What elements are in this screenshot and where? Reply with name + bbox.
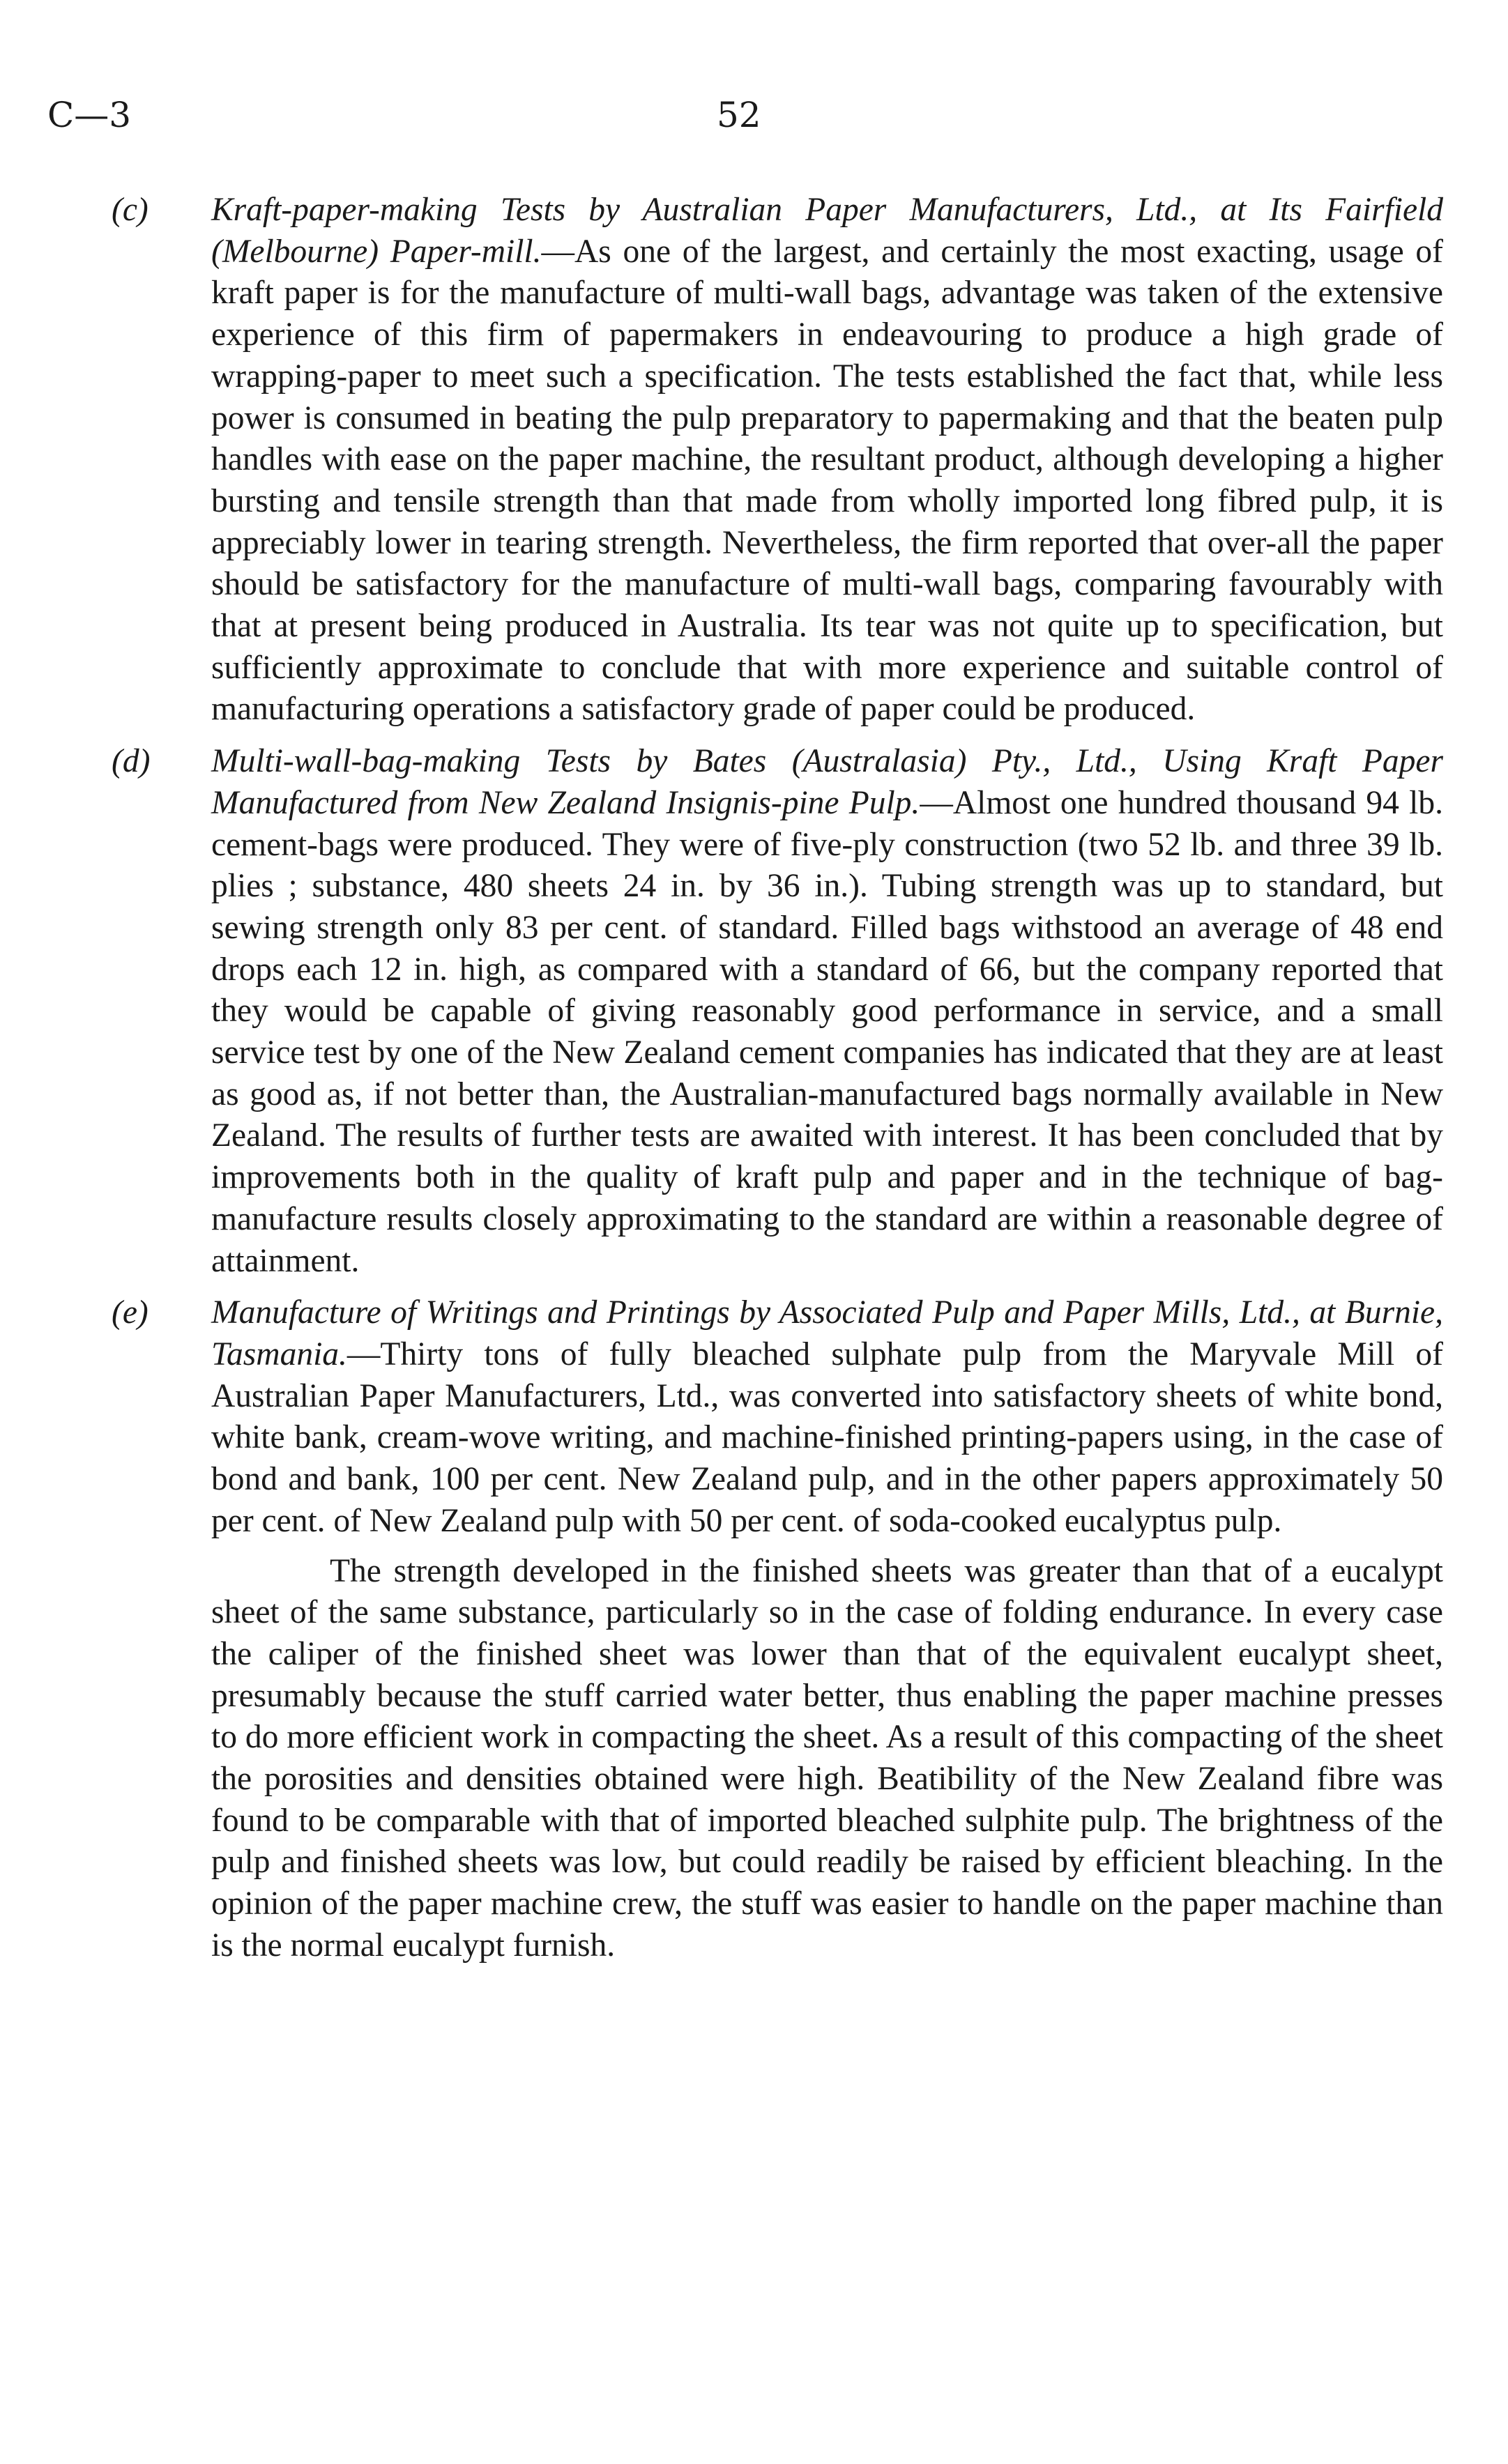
- section-paragraph: [211, 1292, 1443, 1542]
- section-title: Manufacture of Writings and Printings by Associated Pulp and Paper Mills, Ltd., at Burnie, Tasmania.: [211, 1294, 1443, 1372]
- section-label: (c): [112, 192, 148, 228]
- section-title: Kraft-paper-making Tests by Australian Paper Manufacturers, Ltd., at Its Fairfield (Melbourne) Paper-mill.: [211, 192, 1443, 270]
- section-label: (d): [112, 743, 151, 780]
- section-e: [112, 1292, 1443, 1966]
- section-c: [112, 190, 1443, 730]
- document-code: C—3: [47, 95, 132, 135]
- section-d: [112, 741, 1443, 1282]
- section-paragraph: [211, 741, 1443, 1282]
- section-title: Multi-wall-bag-making Tests by Bates (Australasia) Pty., Ltd., Using Kraft Paper Manufactured from New Zealand Insignis-pine Pulp.: [211, 743, 1443, 821]
- page-number: 52: [717, 95, 761, 135]
- page-header: [47, 91, 1463, 139]
- section-paragraph: [211, 190, 1443, 730]
- section-continuation-paragraph: The strength developed in the finished sheets was greater than that of a eucalypt sheet of the same substance, particularly so in the case of folding endurance. In every case the caliper of the finished sheet was lower than that of the equivalent eucalypt sheet, presumably because the stuff carried water better, thus enabling the paper machine presses to do more efficient work in compacting the sheet. As a result of this compacting of the sheet the porosities and densities obtained were high. Beatibility of the New Zealand fibre was found to be comparable with that of imported bleached sulphite pulp. The brightness of the pulp and finished sheets was low, but could readily be raised by efficient bleaching. In the opinion of the paper machine crew, the stuff was easier to handle on the paper machine than is the normal eucalypt furnish.: [211, 1552, 1443, 1964]
- document-body: [112, 190, 1443, 1977]
- section-label: (e): [112, 1294, 148, 1331]
- section-body: —As one of the largest, and certainly the most exacting, usage of kraft paper is for the manufacture of multi-wall bags, advantage was taken of the extensive experience of this firm of papermakers in endeavouring to produce a high grade of wrapping-paper to meet such a specification. The tests established the fact that, while less power is consumed in beating the pulp preparatory to papermaking and that the beaten pulp handles with ease on the paper machine, the resultant product, although developing a higher bursting and tensile strength than that made from wholly imported long fibred pulp, it is appreciably lower in tearing strength. Nevertheless, the firm reported that over-all the paper should be satisfactory for the manufacture of multi-wall bags, comparing favourably with that at present being produced in Australia. Its tear was not quite up to specification, but sufficiently approximate to conclude that with more experience and suitable control of manufacturing operations a satisfactory grade of paper could be produced.: [211, 233, 1443, 728]
- section-body: —Thirty tons of fully bleached sulphate pulp from the Maryvale Mill of Australian Paper Manufacturers, Ltd., was converted into satisfactory sheets of white bond, white bank, cream-wove writing, and machine-finished printing-papers using, in the case of bond and bank, 100 per cent. New Zealand pulp, and in the other papers approximately 50 per cent. of New Zealand pulp with 50 per cent. of soda-cooked eucalyptus pulp.: [211, 1336, 1443, 1539]
- section-body: —Almost one hundred thousand 94 lb. cement-bags were produced. They were of five-ply construction (two 52 lb. and three 39 lb. plies ; substance, 480 sheets 24 in. by 36 in.). Tubing strength was up to standard, but sewing strength only 83 per cent. of standard. Filled bags withstood an average of 48 end drops each 12 in. high, as compared with a standard of 66, but the company reported that they would be capable of giving reasonably good performance in service, and a small service test by one of the New Zealand cement companies has indicated that they are at least as good as, if not better than, the Australian-manufactured bags normally available in New Zealand. The results of further tests are awaited with interest. It has been concluded that by improvements both in the quality of kraft pulp and paper and in the technique of bag-manufacture results closely approximating to the standard are within a reasonable degree of attainment.: [211, 784, 1443, 1279]
